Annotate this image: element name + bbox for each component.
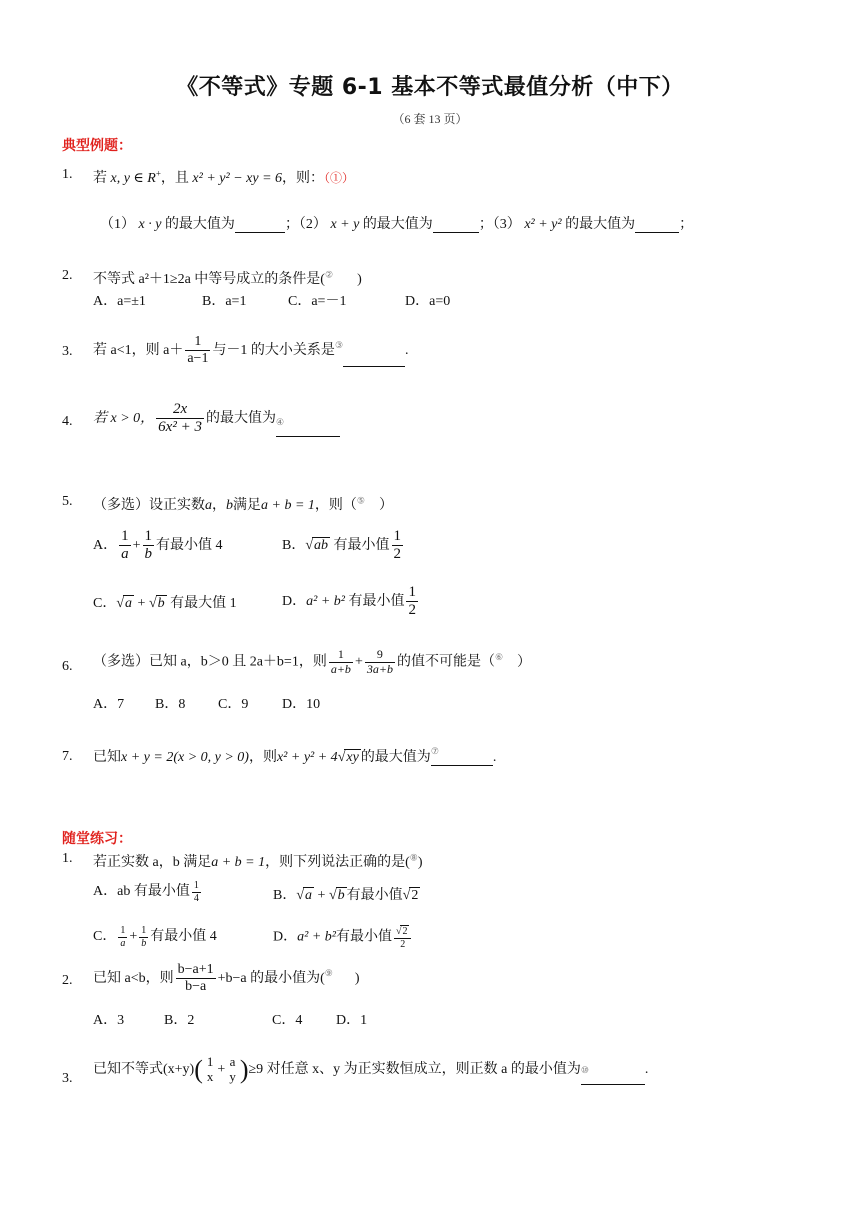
answer-blank[interactable] bbox=[611, 1084, 645, 1085]
question-number: 4. bbox=[62, 414, 73, 429]
page-subtitle: （6 套 13 页） bbox=[392, 112, 468, 126]
page-title: 《不等式》专题 6-1 基本不等式最值分析（中下） bbox=[176, 75, 684, 100]
option-C[interactable]: C．9 bbox=[218, 697, 249, 712]
option-A[interactable]: A．7 bbox=[93, 697, 125, 712]
answer-blank[interactable] bbox=[433, 232, 479, 233]
option-D[interactable]: D．1 bbox=[336, 1013, 368, 1028]
comment-marker: ⑩ bbox=[580, 1065, 589, 1076]
question-number: 3. bbox=[62, 1071, 73, 1086]
option-B[interactable]: B．a=1 bbox=[202, 294, 247, 309]
question-number: 7. bbox=[62, 749, 73, 764]
answer-blank[interactable] bbox=[235, 232, 285, 233]
practice-2-stem: 已知 a<b，则 $\frac{b-a+1}{b-a}$ +b−a 的最小值为(⑨ ) bbox=[93, 962, 360, 995]
option-D[interactable]: D．10 bbox=[282, 697, 321, 712]
comment-marker: ⑥ bbox=[494, 651, 504, 662]
comment-marker: （①） bbox=[324, 171, 355, 185]
answer-blank[interactable] bbox=[343, 366, 405, 367]
answer-blank[interactable] bbox=[635, 232, 679, 233]
question-number: 1. bbox=[62, 167, 73, 182]
answer-blank[interactable] bbox=[276, 417, 340, 437]
practice-3-stem: 已知不等式(x+y)( 1 x + a y )≥9 对任意 x、y 为正实数恒成立，则正数 a 的最小值为⑩ . bbox=[93, 1054, 649, 1084]
example-1-stem: 若 x, y ∈ R+，且 x² + y² − xy = 6，则：（①） bbox=[93, 168, 355, 186]
answer-blank[interactable] bbox=[431, 746, 493, 766]
option-A[interactable]: A．ab 有最小值 $\frac{1}{4}$ bbox=[93, 880, 199, 904]
question-number: 5. bbox=[62, 494, 73, 509]
comment-marker: ③ bbox=[334, 340, 344, 351]
comment-marker: ④ bbox=[275, 416, 285, 427]
section-practice: 随堂练习： bbox=[62, 831, 132, 847]
section-examples: 典型例题： bbox=[62, 138, 132, 154]
question-number: 6. bbox=[62, 659, 73, 674]
example-7-stem: 已知x + y = 2(x > 0, y > 0)，则x² + y² + 4√xy 的最大值为⑦ . bbox=[93, 746, 497, 765]
question-number: 3. bbox=[62, 344, 73, 359]
example-4-stem: 若 x > 0， $\frac{2x}{\text{6x² + 3}}$ 的最大值为④ bbox=[93, 401, 340, 437]
option-B[interactable]: B．2 bbox=[164, 1013, 195, 1028]
question-number: 1. bbox=[62, 851, 73, 866]
comment-marker: ⑦ bbox=[430, 746, 439, 757]
example-5-stem: （多选）设正实数a，b满足a + b = 1，则（⑤ ） bbox=[93, 495, 393, 513]
question-number: 2. bbox=[62, 268, 73, 283]
option-C[interactable]: C．a=－1 bbox=[288, 294, 347, 309]
question-number: 2. bbox=[62, 973, 73, 988]
answer-blank[interactable] bbox=[581, 1065, 611, 1085]
comment-marker: ② bbox=[324, 269, 334, 280]
example-2-stem: 不等式 a²＋1≥2a 中等号成立的条件是(② ) bbox=[93, 269, 362, 287]
example-3-stem: 若 a<1，则 a＋ $\frac{1}{a-1}$ 与－1 的大小关系是③ . bbox=[93, 334, 409, 367]
option-A[interactable]: A．a=±1 bbox=[93, 294, 146, 309]
option-B[interactable]: B．8 bbox=[155, 697, 186, 712]
option-C[interactable]: C．√a + √b 有最大值 1 bbox=[93, 596, 237, 611]
option-A[interactable]: A． $\frac{1}{a}$ + $\frac{1}{b}$ 有最小值 4 bbox=[93, 528, 223, 563]
option-A[interactable]: A．3 bbox=[93, 1013, 125, 1028]
option-D[interactable]: D．a² + b² 有最小值 $\frac{1}{2}$ bbox=[282, 584, 416, 619]
option-C[interactable]: C． $\frac{1}{a}$ + $\frac{1}{b}$ 有最小值 4 bbox=[93, 925, 217, 949]
option-D[interactable]: D．a² + b²有最小值 $\frac{√2}{2}$ bbox=[273, 925, 413, 950]
comment-marker: ⑤ bbox=[356, 495, 365, 506]
comment-marker: ⑨ bbox=[324, 968, 333, 979]
example-1-subparts: （1） x · y 的最大值为 ；（2） x + y 的最大值为 ；（3） x² + y² 的最大值为 ； bbox=[100, 217, 694, 232]
option-B[interactable]: B．√ab 有最小值 $\frac{1}{2}$ bbox=[282, 528, 402, 563]
option-D[interactable]: D．a=0 bbox=[405, 294, 451, 309]
example-6-stem: （多选）已知 a，b＞0 且 2a＋b=1，则 $\frac{1}{a+b}$ + $\frac{9}{3a+b}$ 的值不可能是（⑥ ） bbox=[93, 647, 532, 676]
option-B[interactable]: B．√a + √b 有最小值√2 bbox=[273, 888, 419, 903]
option-C[interactable]: C．4 bbox=[272, 1013, 303, 1028]
practice-1-stem: 若正实数 a，b 满足a + b = 1，则下列说法正确的是(⑧) bbox=[93, 852, 423, 870]
comment-marker: ⑧ bbox=[409, 852, 418, 863]
